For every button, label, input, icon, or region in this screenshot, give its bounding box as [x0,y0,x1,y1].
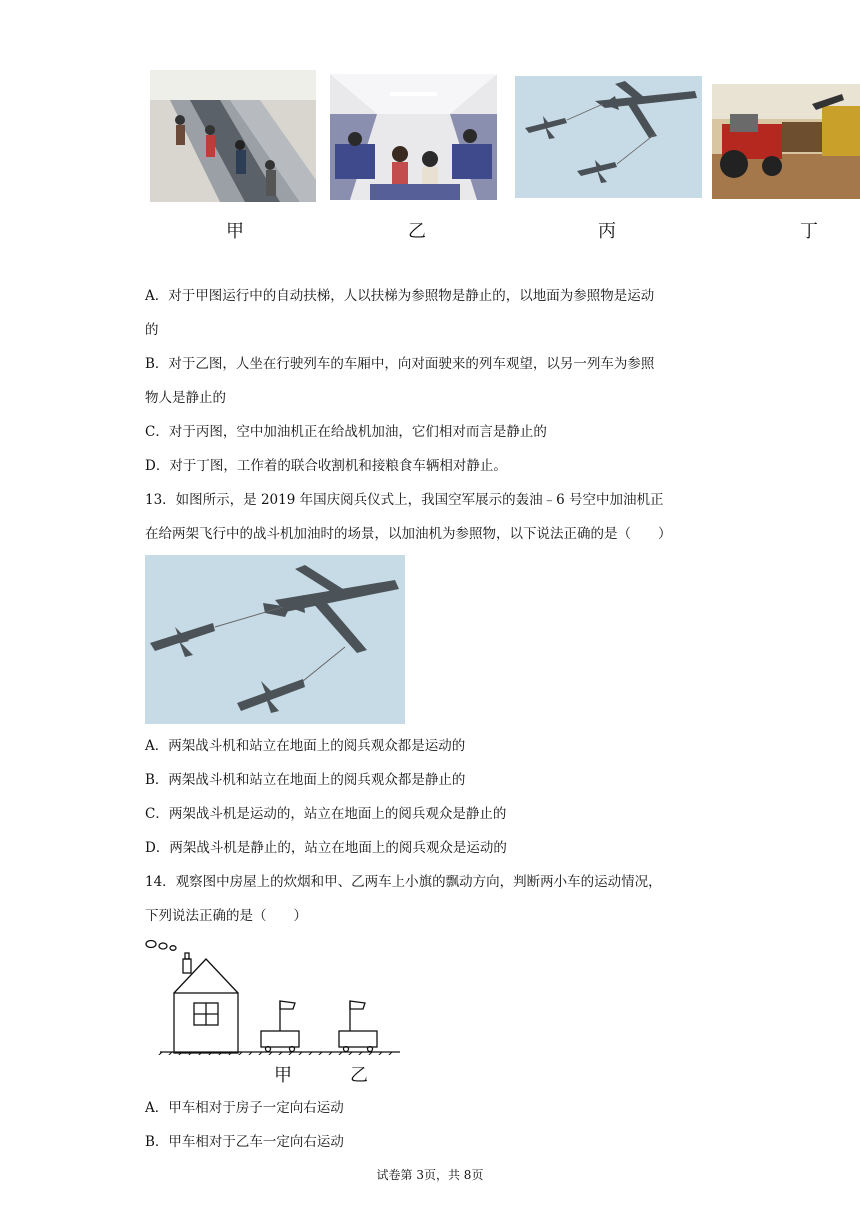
q14-option-b: B．甲车相对于乙车一定向右运动 [145,1134,344,1150]
caption-jia: 甲 [226,221,244,242]
q12-option-a-line2: 的 [145,322,159,338]
q12-option-b-line1: B．对于乙图，人坐在行驶列车的车厢中，向对面驶来的列车观望，以另一列车为参照 [145,356,655,372]
photo-harvester [712,84,860,199]
q14-stem-line1: 14．观察图中房屋上的炊烟和甲、乙两车上小旗的飘动方向，判断两小车的运动情况， [145,874,662,890]
q13-option-b: B．两架战斗机和站立在地面上的阅兵观众都是静止的 [145,772,466,788]
q13-option-a: A．两架战斗机和站立在地面上的阅兵观众都是运动的 [145,738,466,754]
caption-ding: 丁 [800,221,818,242]
house-cars-figure [140,935,405,1055]
q14-option-a: A．甲车相对于房子一定向右运动 [145,1100,344,1116]
photo-aerial-refuel-small [515,76,702,198]
caption-bing: 丙 [598,221,616,242]
photo-aerial-refuel-large [145,555,405,724]
q12-option-c: C．对于丙图，空中加油机正在给战机加油，它们相对而言是静止的 [145,424,547,440]
figure-label-jia: 甲 [274,1065,292,1086]
q14-stem-line2: 下列说法正确的是（ ） [145,908,307,924]
photo-escalator [150,70,316,202]
caption-yi: 乙 [408,221,426,242]
q12-option-b-line2: 物人是静止的 [145,390,226,406]
q12-option-a-line1: A．对于甲图运行中的自动扶梯，人以扶梯为参照物是静止的，以地面为参照物是运动 [145,288,655,304]
q13-stem-line2: 在给两架飞行中的战斗机加油时的场景，以加油机为参照物，以下说法正确的是（ ） [145,526,672,542]
photo-train-cabin [330,74,497,200]
figure-label-yi: 乙 [350,1065,368,1086]
q13-stem-line1: 13．如图所示，是 2019 年国庆阅兵仪式上，我国空军展示的轰油﹣6 号空中加油机正 [145,492,664,508]
page-footer: 试卷第 3页，共 8页 [376,1168,484,1182]
q12-option-d: D．对于丁图，工作着的联合收割机和接粮食车辆相对静止。 [145,458,507,474]
q13-option-d: D．两架战斗机是静止的，站立在地面上的阅兵观众是运动的 [145,840,507,856]
q13-option-c: C．两架战斗机是运动的，站立在地面上的阅兵观众是静止的 [145,806,507,822]
